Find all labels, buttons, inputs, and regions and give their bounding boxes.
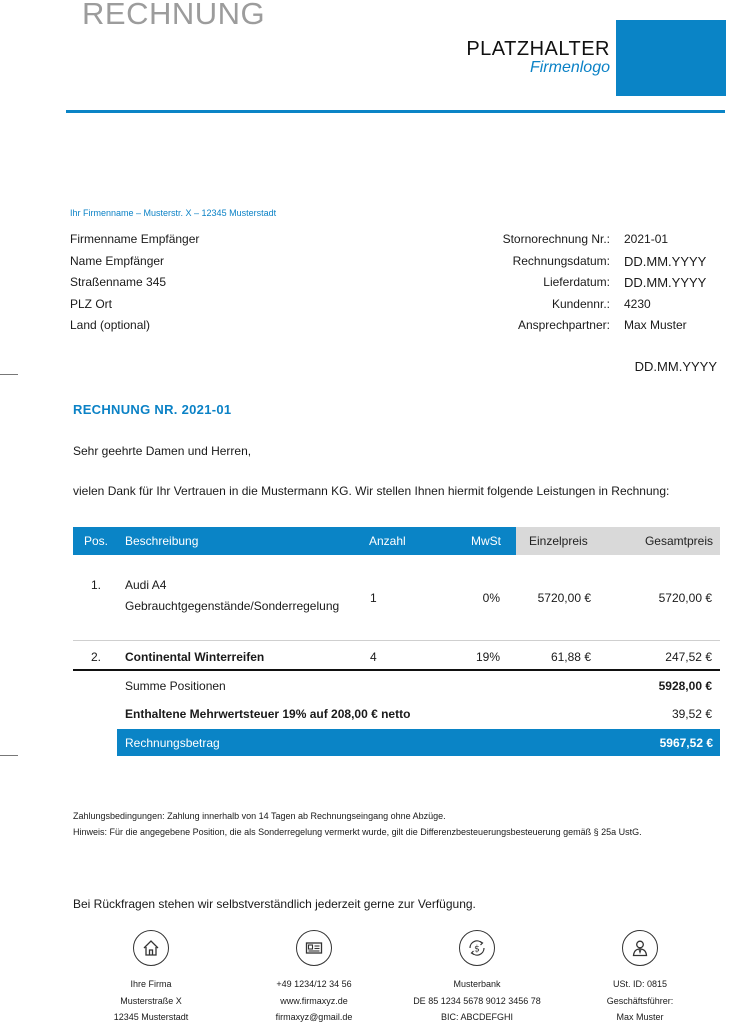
row-vat: 0% bbox=[482, 591, 500, 605]
table-header-blue-section bbox=[73, 527, 516, 555]
col-header-description: Beschreibung bbox=[125, 534, 199, 548]
recipient-street: Straßenname 345 bbox=[70, 275, 167, 289]
footer-contact bbox=[224, 930, 404, 1026]
closing-text: Bei Rückfragen stehen wir selbstverständlich jederzeit gerne zur Verfügung. bbox=[73, 897, 476, 911]
footer-legal bbox=[550, 930, 730, 1026]
row-title: Audi A4 bbox=[125, 578, 167, 592]
vat-value: 39,52 € bbox=[671, 707, 712, 721]
table-header bbox=[73, 527, 720, 555]
meta-value: 4230 bbox=[624, 296, 651, 311]
footer-bank bbox=[387, 930, 567, 1026]
row-position: 2. bbox=[91, 650, 102, 664]
invoice-meta bbox=[420, 229, 720, 337]
payment-terms-line: Zahlungsbedingungen: Zahlung innerhalb von 14 Tagen ab Rechnungseingang ohne Abzüge. bbox=[73, 811, 446, 821]
footer-line: Max Muster bbox=[616, 1012, 664, 1022]
footer-line: USt. ID: 0815 bbox=[612, 979, 668, 989]
footer-line: DE 85 1234 5678 9012 3456 78 bbox=[413, 995, 541, 1006]
money-transfer-icon bbox=[459, 930, 495, 966]
total-value: 5967,52 € bbox=[659, 736, 713, 750]
sum-label: Summe Positionen bbox=[125, 679, 226, 693]
footer-line: www.firmaxyz.de bbox=[280, 995, 348, 1006]
col-header-quantity: Anzahl bbox=[369, 534, 406, 548]
sum-value: 5928,00 € bbox=[658, 679, 712, 693]
meta-value: Max Muster bbox=[624, 318, 687, 332]
meta-label: Stornorechnung Nr.: bbox=[502, 232, 610, 246]
meta-label: Rechnungsdatum: bbox=[512, 253, 610, 268]
meta-row-delivery-date bbox=[420, 272, 720, 294]
header-divider bbox=[66, 110, 725, 113]
recipient-city: PLZ Ort bbox=[70, 296, 113, 311]
row-vat: 19% bbox=[475, 650, 500, 664]
meta-row-invoice-number bbox=[420, 229, 720, 251]
meta-label: Ansprechpartner: bbox=[517, 318, 610, 332]
footer-line: 12345 Musterstadt bbox=[113, 1012, 189, 1022]
row-position: 1. bbox=[91, 578, 102, 592]
col-header-unit-price: Einzelpreis bbox=[529, 534, 588, 548]
footer-line: +49 1234/12 34 56 bbox=[276, 979, 352, 989]
row-subtitle: Gebrauchtgegenstände/Sonderregelung bbox=[125, 599, 340, 613]
meta-value: 2021-01 bbox=[624, 232, 669, 246]
meta-row-invoice-date bbox=[420, 251, 720, 273]
footer-line: firmaxyz@gmail.de bbox=[275, 1012, 353, 1022]
salutation: Sehr geehrte Damen und Herren, bbox=[73, 444, 252, 458]
payment-terms bbox=[73, 808, 723, 840]
row-unit-price: 61,88 € bbox=[550, 650, 591, 664]
row-divider bbox=[73, 640, 720, 641]
row-title: Continental Winterreifen bbox=[125, 650, 265, 664]
recipient-address bbox=[70, 229, 199, 337]
meta-value: DD.MM.YYYY bbox=[624, 275, 707, 290]
row-quantity: 1 bbox=[370, 591, 377, 605]
house-icon bbox=[133, 930, 169, 966]
footer-line: BIC: ABCDEFGHI bbox=[440, 1012, 513, 1022]
meta-row-contact-person bbox=[420, 315, 720, 337]
logo-placeholder-title: PLATZHALTER bbox=[466, 38, 610, 60]
recipient-company: Firmenname Empfänger bbox=[70, 232, 200, 246]
vat-label: Enthaltene Mehrwertsteuer 19% auf 208,00 € netto bbox=[125, 707, 411, 721]
id-card-icon bbox=[296, 930, 332, 966]
footer-line: Ihre Firma bbox=[130, 979, 172, 989]
col-header-total-price: Gesamtpreis bbox=[644, 534, 713, 548]
intro-text: vielen Dank für Ihr Vertrauen in die Mustermann KG. Wir stellen Ihnen hiermit folgende Leistungen in Rechnung: bbox=[73, 484, 670, 498]
col-header-pos: Pos. bbox=[84, 534, 109, 548]
person-icon bbox=[622, 930, 658, 966]
footer-line: Musterbank bbox=[453, 979, 501, 989]
footer-line: Musterstraße X bbox=[120, 995, 182, 1006]
row-quantity: 4 bbox=[370, 650, 377, 664]
meta-value: DD.MM.YYYY bbox=[624, 253, 707, 269]
meta-row-customer-number bbox=[420, 294, 720, 316]
fold-mark-bottom bbox=[0, 755, 18, 756]
logo-placeholder-subtitle: Firmenlogo bbox=[529, 59, 610, 76]
footer-company bbox=[61, 930, 241, 1026]
logo-box bbox=[616, 20, 726, 96]
table-bottom-divider bbox=[73, 669, 720, 671]
row-unit-price: 5720,00 € bbox=[537, 591, 591, 605]
invoice-heading: RECHNUNG NR. 2021-01 bbox=[73, 402, 232, 417]
svg-text:$: $ bbox=[474, 944, 480, 955]
fold-mark-top bbox=[0, 374, 18, 375]
invoice-total-bar bbox=[117, 729, 720, 756]
sender-return-address: Ihr Firmenname – Musterstr. X – 12345 Musterstadt bbox=[70, 208, 277, 218]
meta-label: Kundennr.: bbox=[551, 296, 610, 311]
row-total-price: 247,52 € bbox=[665, 650, 712, 664]
row-total-price: 5720,00 € bbox=[658, 591, 712, 605]
col-header-vat: MwSt bbox=[471, 534, 501, 548]
recipient-country: Land (optional) bbox=[70, 318, 151, 332]
footer-line: Geschäftsführer: bbox=[606, 995, 674, 1006]
document-title: RECHNUNG bbox=[82, 0, 266, 31]
tax-note: Hinweis: Für die angegebene Position, die als Sonderregelung vermerkt wurde, gilt die Differenzbesteuerungsbesteuerung gemäß § 25a UstG. bbox=[73, 827, 642, 837]
document-date: DD.MM.YYYY bbox=[634, 359, 717, 374]
recipient-name: Name Empfänger bbox=[70, 253, 165, 268]
meta-label: Lieferdatum: bbox=[543, 275, 610, 289]
total-label: Rechnungsbetrag bbox=[125, 736, 220, 750]
table-header-grey-section bbox=[516, 527, 720, 555]
